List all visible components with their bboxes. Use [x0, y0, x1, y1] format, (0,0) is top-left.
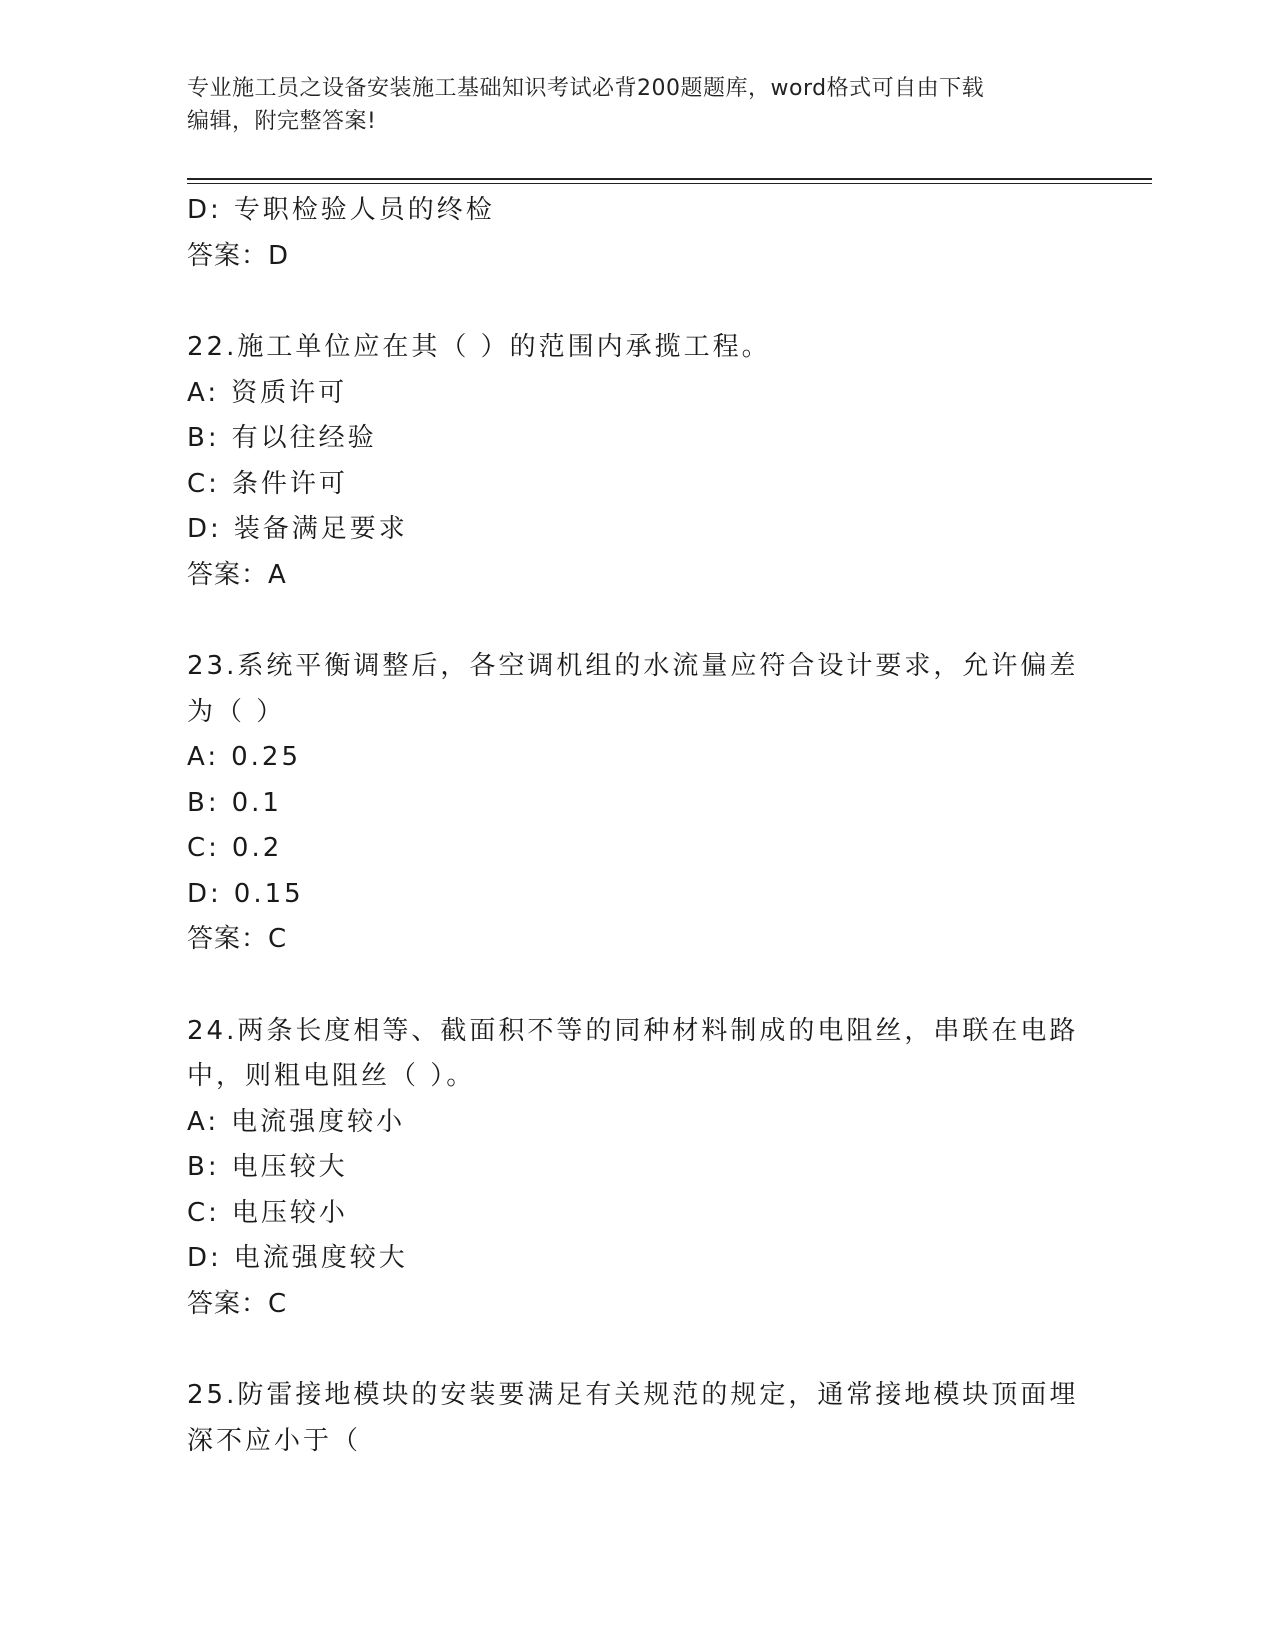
question-block-24 [187, 1009, 1087, 1328]
question-spacer [187, 963, 1087, 1009]
header-divider-thick [187, 178, 1152, 180]
option-text: 电流强度较小 [231, 1106, 406, 1137]
header-line-2: 编辑，附完整答案! [187, 109, 377, 134]
option-text: 0.15 [233, 878, 304, 909]
question-number: 25. [187, 1380, 238, 1410]
option-text: 0.2 [231, 833, 283, 863]
option-letter: B: [187, 1152, 220, 1182]
answer-line: 答案：C [187, 1288, 288, 1319]
option-letter: A: [187, 377, 220, 408]
option-row [187, 188, 1087, 234]
option-letter: C: [187, 468, 220, 499]
option-letter: D: [187, 195, 222, 225]
question-stem [187, 1009, 1087, 1055]
question-number: 23. [187, 651, 238, 681]
option-text: 电压较大 [231, 1152, 348, 1182]
question-block-23 [187, 644, 1087, 963]
option-text: 0.25 [231, 742, 301, 772]
question-spacer [187, 598, 1087, 644]
option-text: 装备满足要求 [233, 514, 408, 544]
question-stem [187, 1373, 1087, 1419]
question-spacer [187, 1327, 1087, 1373]
option-letter: B: [187, 423, 220, 453]
option-row [187, 872, 1087, 918]
option-row [187, 781, 1087, 827]
option-letter: A: [187, 742, 220, 772]
option-letter: A: [187, 1106, 220, 1137]
option-text: 有以往经验 [231, 423, 377, 453]
option-letter: D: [187, 1243, 222, 1273]
question-block-22 [187, 325, 1087, 598]
question-stem-continued: 深不应小于（ [187, 1425, 362, 1456]
option-row [187, 1145, 1087, 1191]
header-line-1: 专业施工员之设备安装施工基础知识考试必背200题题库，word格式可自由下载 [187, 76, 985, 101]
option-row [187, 371, 1087, 417]
option-text: 专职检验人员的终检 [233, 195, 495, 225]
answer-line: 答案：A [187, 559, 287, 590]
option-row [187, 462, 1087, 508]
document-header [187, 72, 1067, 138]
question-text: 两条长度相等、截面积不等的同种材料制成的电阻丝，串联在电路 [237, 1015, 1079, 1046]
option-row [187, 1236, 1087, 1282]
option-text: 资质许可 [231, 377, 348, 408]
answer-line: 答案：D [187, 240, 290, 271]
question-text: 系统平衡调整后，各空调机组的水流量应符合设计要求，允许偏差 [237, 651, 1079, 681]
option-row [187, 1191, 1087, 1237]
option-row [187, 416, 1087, 462]
question-number: 22. [187, 332, 238, 362]
option-text: 条件许可 [231, 468, 348, 499]
option-row [187, 1100, 1087, 1146]
option-text: 电压较小 [231, 1197, 348, 1228]
question-text: 施工单位应在其（ ）的范围内承揽工程。 [237, 332, 771, 362]
header-divider-thin [187, 183, 1152, 184]
question-stem [187, 644, 1087, 690]
option-row [187, 826, 1087, 872]
question-block-25 [187, 1373, 1087, 1464]
question-spacer [187, 279, 1087, 325]
option-text: 0.1 [231, 787, 282, 818]
question-stem [187, 325, 1087, 371]
question-number: 24. [187, 1015, 238, 1046]
option-letter: C: [187, 1197, 220, 1228]
question-stem-continued: 为（ ） [187, 696, 286, 727]
option-row [187, 507, 1087, 553]
document-body [187, 188, 1087, 1464]
question-stem-continued: 中，则粗电阻丝（ ）。 [187, 1061, 476, 1091]
option-letter: B: [187, 787, 220, 818]
answer-line: 答案：C [187, 924, 288, 954]
option-letter: D: [187, 514, 222, 544]
question-text: 防雷接地模块的安装要满足有关规范的规定，通常接地模块顶面埋 [237, 1380, 1079, 1410]
option-letter: C: [187, 833, 220, 863]
option-text: 电流强度较大 [233, 1243, 408, 1273]
option-row [187, 735, 1087, 781]
option-letter: D: [187, 878, 222, 909]
